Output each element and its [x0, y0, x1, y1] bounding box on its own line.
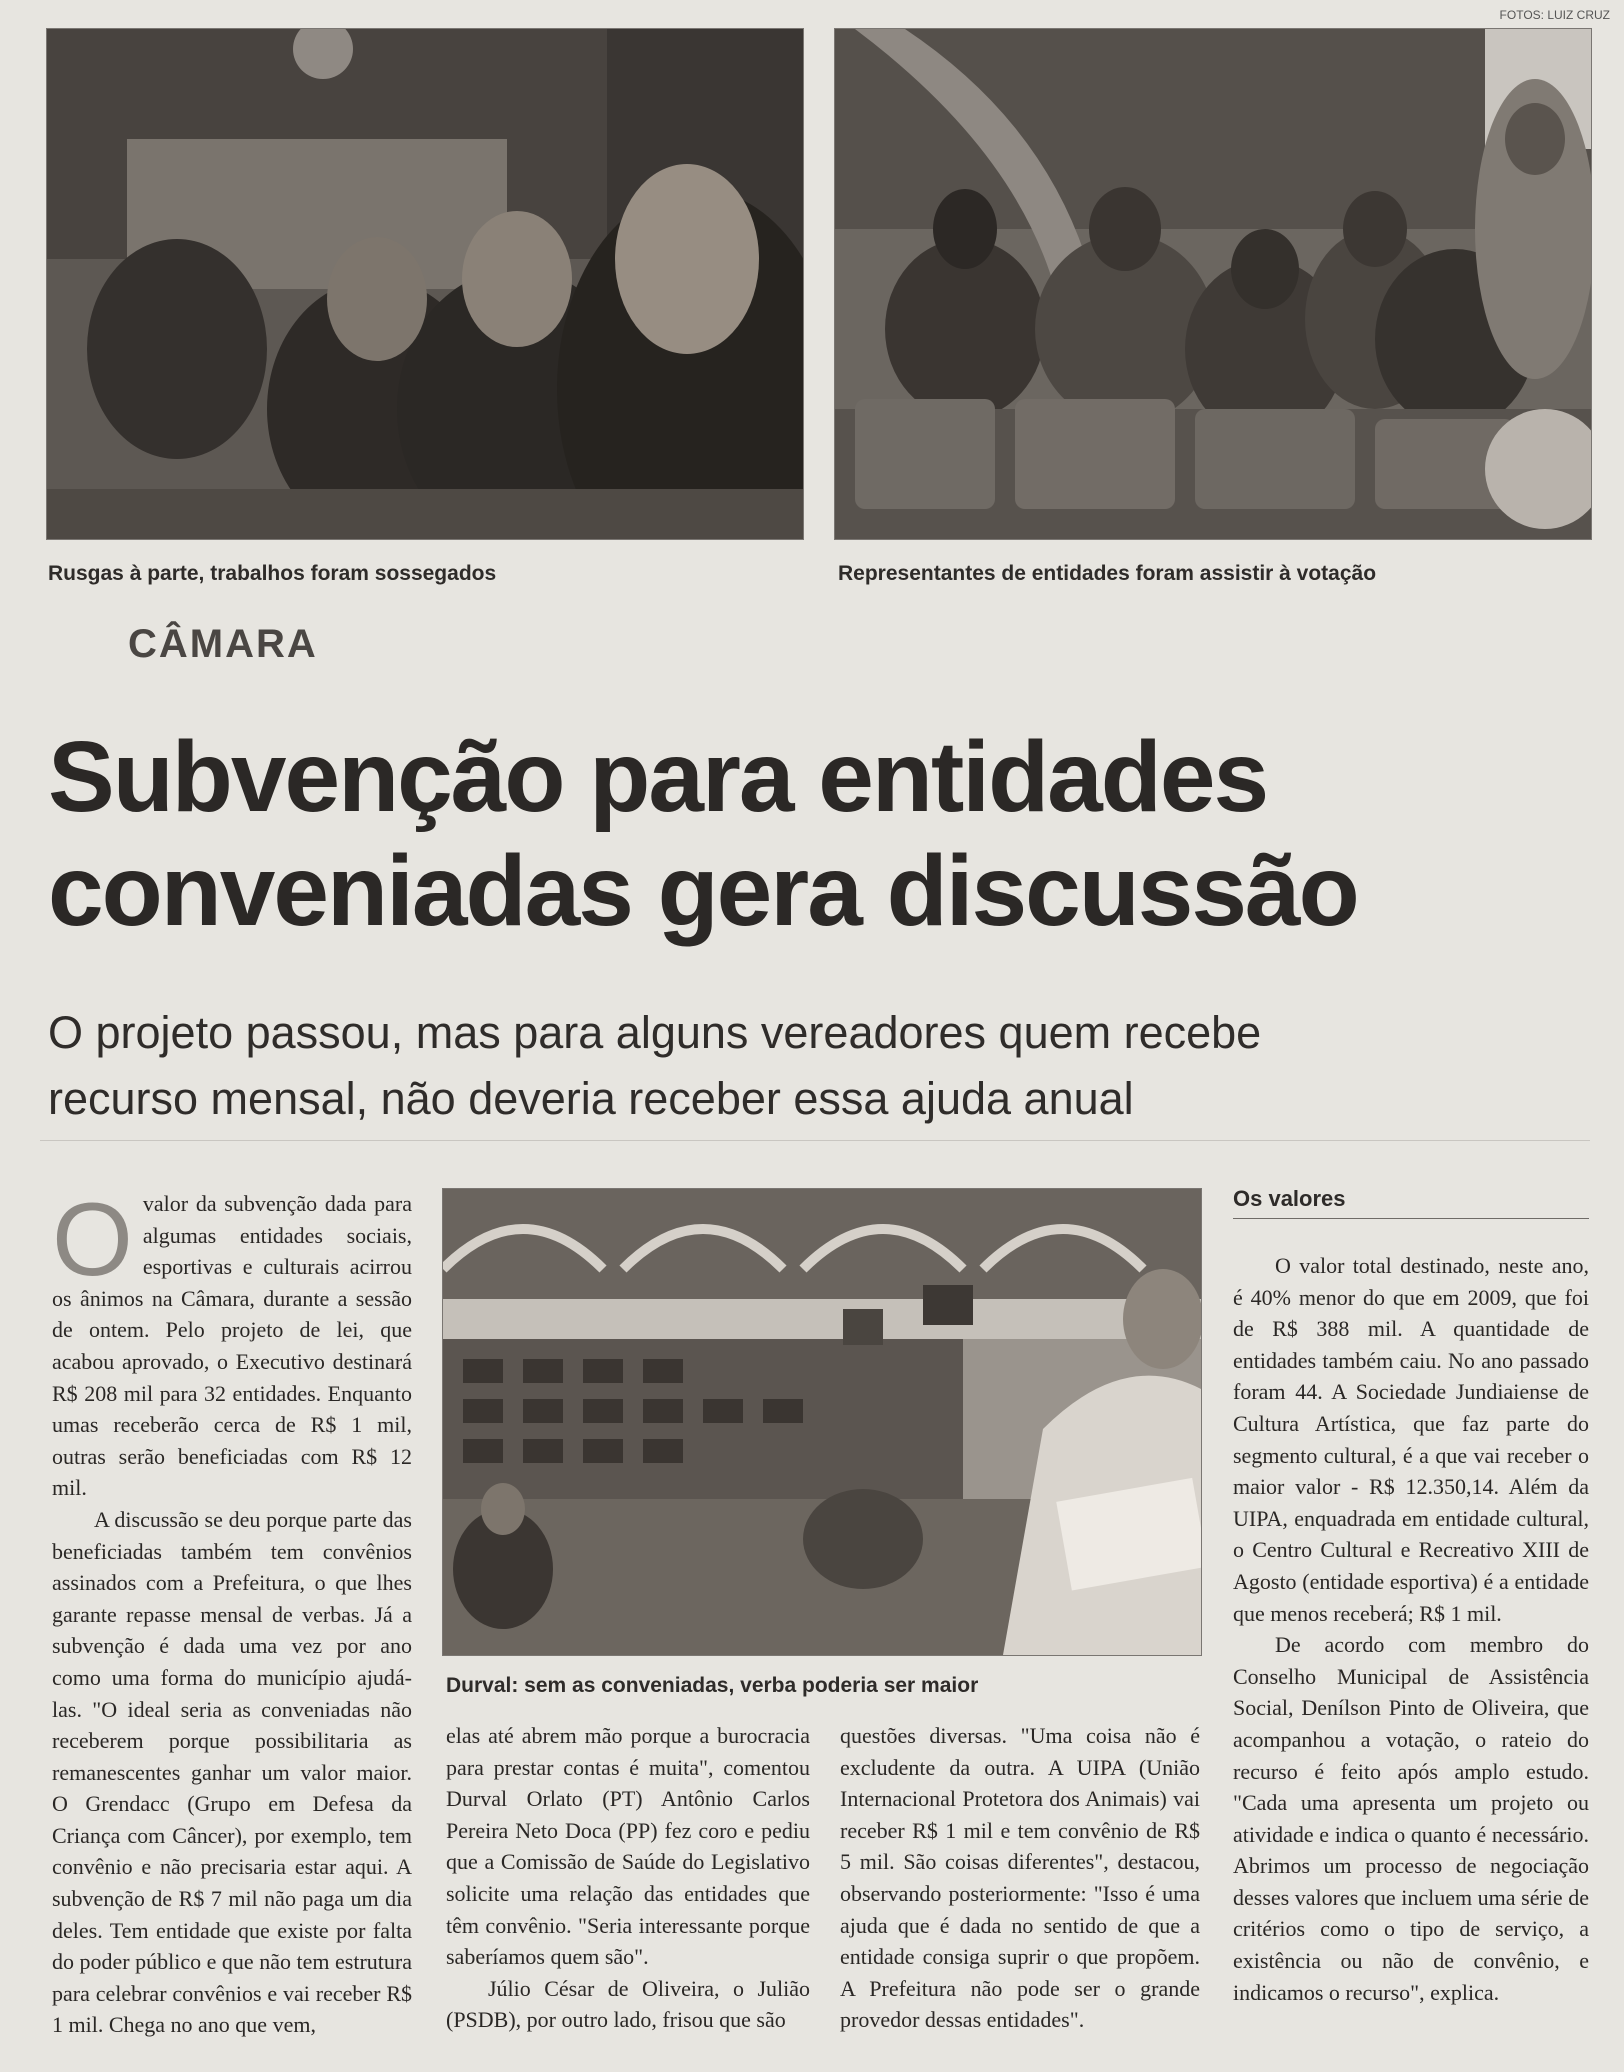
headline-line-2: conveniadas gera discussão [48, 835, 1358, 947]
article-column-1 [52, 1182, 412, 2041]
article-column-3 [840, 1720, 1200, 2036]
paragraph: A discussão se deu porque parte das beneficiadas também tem convênios assinados com a Prefeitura, o que lhes garante repasse mensal de verbas. Já a subvenção é dada uma vez por ano como uma forma do município ajudá-las. "O ideal seria as conveniadas não receberem porque possibilitaria as remanescentes ganhar um valor maior. O Grendacc (Grupo em Defesa da Criança com Câncer), por exemplo, tem convênio e não precisaria estar aqui. A subvenção de R$ 7 mil não paga um dia deles. Tem entidade que existe por falta do poder público e que não tem estrutura para celebrar convênios e vai receber R$ 1 mil. Chega no ano que vem, [52, 1506, 412, 2038]
drop-cap: O [52, 1182, 133, 1298]
subheadline [48, 1000, 1588, 1132]
paragraph: O valor total destinado, neste ano, é 40% menor do que em 2009, que foi de R$ 388 mil. A quantidade de entidades também caiu. No ano passado foram 44. A Sociedade Jundiaiense de Cultura Artística, que faz parte do segmento cultural, é a que vai receber o maior valor - R$ 12.350,14. Além da UIPA, enquadrada em entidade cultural, o Centro Cultural e Recreativo XIII de Agosto (entidade esportiva) é a entidade que menos receberá; R$ 1 mil. [1233, 1253, 1589, 1626]
caption-top-right: Representantes de entidades foram assistir à votação [838, 562, 1377, 585]
caption-middle: Durval: sem as conveniadas, verba poderia ser maior [446, 1674, 979, 1697]
paragraph: questões diversas. "Uma coisa não é excludente da outra. A UIPA (União Internacional Protetora dos Animais) vai receber R$ 1 mil e tem convênio de R$ 5 mil. São coisas diferentes", destacou, observando posteriormente: "Isso é uma ajuda que é dada no sentido de que a entidade consiga suprir o que propõem. A Prefeitura não pode ser o grande provedor dessas entidades". [840, 1723, 1200, 2033]
paragraph: Ovalor da subvenção dada para algumas entidades sociais, esportivas e culturais acirrou os ânimos na Câmara, durante a sessão de ontem. Pelo projeto de lei, que acabou aprovado, o Executivo destinará R$ 208 mil para 32 entidades. Enquanto umas receberão cerca de R$ 1 mil, outras serão beneficiadas com R$ 12 mil. [52, 1182, 412, 1501]
photo-council-chamber [442, 1188, 1202, 1656]
paragraph: Júlio César de Oliveira, o Julião (PSDB), por outro lado, frisou que são [446, 1975, 810, 2033]
sidebar-column [1233, 1250, 1589, 2008]
photo-credit: FOTOS: LUIZ CRUZ [1499, 8, 1610, 22]
article-column-2 [446, 1720, 810, 2036]
caption-top-left: Rusgas à parte, trabalhos foram sossegados [48, 562, 497, 585]
subheadline-line-2: recurso mensal, não deveria receber essa ajuda anual [48, 1073, 1134, 1124]
section-label: CÂMARA [128, 622, 318, 666]
paragraph: De acordo com membro do Conselho Municipal de Assistência Social, Denílson Pinto de Oliveira, que acompanhou a votação, o rateio do recurso é feito após amplo estudo. "Cada uma apresenta um projeto ou atividade e indica o quanto é necessário. Abrimos um processo de negociação desses valores que incluem uma série de critérios como o tipo de serviço, a existência ou não de convênio, e indicamos o recurso", explica. [1233, 1632, 1589, 2005]
sidebar-title: Os valores [1233, 1186, 1589, 1219]
paragraph: elas até abrem mão porque a burocracia para prestar contas é muita", comentou Durval Orlato (PT) Antônio Carlos Pereira Neto Doca (PP) fez coro e pediu que a Comissão de Saúde do Legislativo solicite uma relação das entidades que têm convênio. "Seria interessante porque saberíamos quem são". [446, 1723, 810, 1970]
divider [40, 1140, 1590, 1141]
subheadline-line-1: O projeto passou, mas para alguns vereadores quem recebe [48, 1007, 1262, 1058]
headline-line-1: Subvenção para entidades [48, 721, 1268, 833]
photo-council-members [46, 28, 804, 540]
headline [48, 720, 1588, 948]
photo-entity-representatives [834, 28, 1592, 540]
